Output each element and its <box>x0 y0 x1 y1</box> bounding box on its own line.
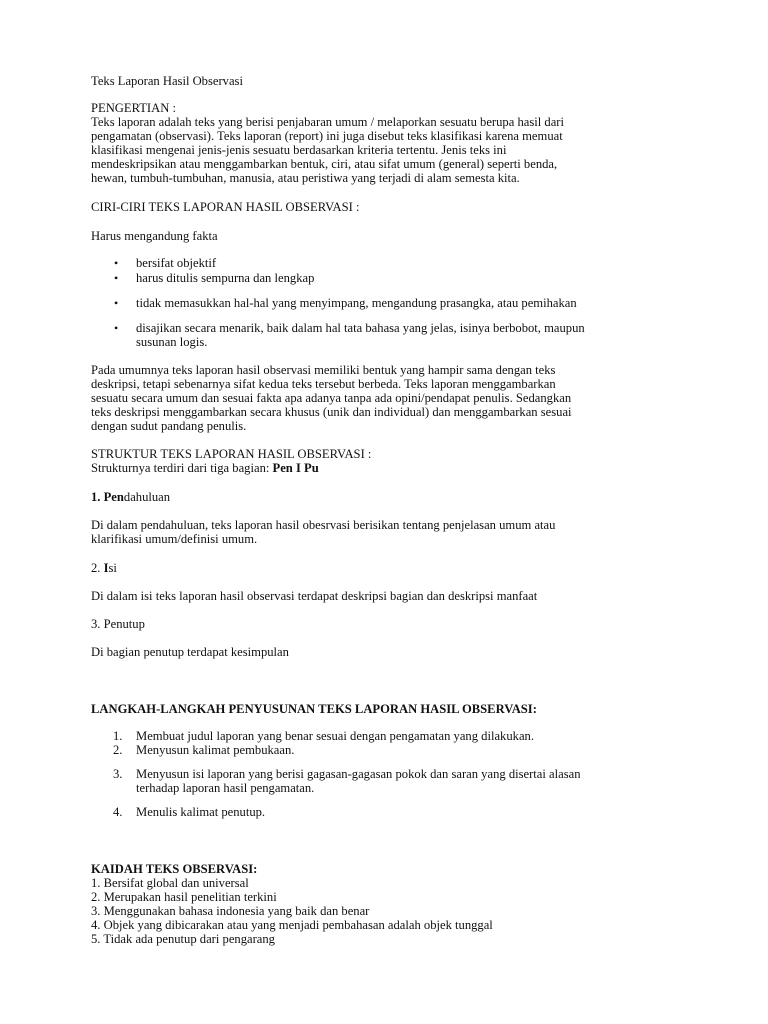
bullet-icon: • <box>114 321 119 335</box>
struktur-part2-bold: I <box>103 561 109 575</box>
struktur-heading-suffix: : <box>364 447 372 461</box>
struktur-part2-prefix: 2. <box>91 561 104 575</box>
langkah-heading: LANGKAH-LANGKAH PENYUSUNAN TEKS LAPORAN HASIL OBSERVASI: <box>91 702 537 716</box>
ciri-item: harus ditulis sempurna dan lengkap <box>136 271 315 285</box>
kaidah-item: 2. Merupakan hasil penelitian terkini <box>91 890 277 904</box>
ciri-paragraph-line: Pada umumnya teks laporan hasil observasi memiliki bentuk yang hampir sama dengan teks <box>91 363 556 377</box>
langkah-item: terhadap laporan hasil pengamatan. <box>136 781 315 795</box>
struktur-part2-rest: si <box>108 561 117 575</box>
struktur-intro-text: Strukturnya terdiri dari tiga bagian: <box>91 461 273 475</box>
pengertian-line: hewan, tumbuh-tumbuhan, manusia, atau peristiwa yang terjadi di alam semesta kita. <box>91 171 520 185</box>
ciri-item: bersifat objektif <box>136 256 217 270</box>
langkah-item: Menulis kalimat penutup. <box>136 805 266 819</box>
struktur-part1-heading <box>91 490 170 504</box>
struktur-heading <box>91 447 371 461</box>
document-title: Teks Laporan Hasil Observasi <box>91 74 243 88</box>
langkah-number: 4. <box>113 805 123 819</box>
langkah-item: Menyusun kalimat pembukaan. <box>136 743 295 757</box>
ciri-paragraph-line: sesuatu secara umum dan sesuai fakta apa adanya tanpa ada opini/pendapat penulis. Sedangkan <box>91 391 572 405</box>
struktur-heading-text: STRUKTUR TEKS LAPORAN HASIL OBSERVASI <box>91 447 365 461</box>
ciri-intro: Harus mengandung fakta <box>91 229 218 243</box>
pengertian-line: pengamatan (observasi). Teks laporan (report) ini juga disebut teks klasifikasi karena memuat <box>91 129 563 143</box>
pengertian-line: klasifikasi mengenai jenis-jenis sesuatu berdasarkan kriteria tertentu. Jenis teks ini <box>91 143 507 157</box>
bullet-icon: • <box>114 256 119 270</box>
struktur-part1-rest: dahuluan <box>123 490 171 504</box>
kaidah-item: 5. Tidak ada penutup dari pengarang <box>91 932 275 946</box>
struktur-part3-heading: 3. Penutup <box>91 617 145 631</box>
struktur-part1-prefix: 1. Pen <box>91 490 124 504</box>
pengertian-heading: PENGERTIAN : <box>91 101 176 115</box>
kaidah-item: 3. Menggunakan bahasa indonesia yang baik dan benar <box>91 904 370 918</box>
ciri-item: tidak memasukkan hal-hal yang menyimpang, mengandung prasangka, atau pemihakan <box>136 296 577 310</box>
bullet-icon: • <box>114 271 119 285</box>
struktur-part2-text: Di dalam isi teks laporan hasil observasi terdapat deskripsi bagian dan deskripsi manfaat <box>91 589 538 603</box>
struktur-part2-heading <box>91 561 117 575</box>
kaidah-item: 1. Bersifat global dan universal <box>91 876 249 890</box>
kaidah-heading: KAIDAH TEKS OBSERVASI: <box>91 862 258 876</box>
ciri-paragraph-line: teks deskripsi menggambarkan secara khusus (unik dan individual) dan menggambarkan sesuai <box>91 405 572 419</box>
ciri-item: disajikan secara menarik, baik dalam hal tata bahasa yang jelas, isinya berbobot, maupun <box>136 321 585 335</box>
langkah-number: 2. <box>113 743 123 757</box>
langkah-number: 1. <box>113 729 123 743</box>
langkah-number: 3. <box>113 767 123 781</box>
struktur-intro <box>91 461 319 475</box>
ciri-paragraph-line: deskripsi, tetapi sebenarnya sifat kedua teks tersebut berbeda. Teks laporan menggambarkan <box>91 377 556 391</box>
struktur-part1-line: klarifikasi umum/definisi umum. <box>91 532 258 546</box>
bullet-icon: • <box>114 296 119 310</box>
ciri-heading: CIRI-CIRI TEKS LAPORAN HASIL OBSERVASI : <box>91 200 360 214</box>
langkah-item: Menyusun isi laporan yang berisi gagasan-gagasan pokok dan saran yang disertai alasan <box>136 767 581 781</box>
ciri-item: susunan logis. <box>136 335 208 349</box>
langkah-item: Membuat judul laporan yang benar sesuai dengan pengamatan yang dilakukan. <box>136 729 534 743</box>
kaidah-item: 4. Objek yang dibicarakan atau yang menjadi pembahasan adalah objek tunggal <box>91 918 493 932</box>
struktur-intro-acronym: Pen I Pu <box>272 461 319 475</box>
struktur-part1-line: Di dalam pendahuluan, teks laporan hasil obesrvasi berisikan tentang penjelasan umum atau <box>91 518 556 532</box>
pengertian-line: Teks laporan adalah teks yang berisi penjabaran umum / melaporkan sesuatu berupa hasil dari <box>91 115 564 129</box>
struktur-part3-text: Di bagian penutup terdapat kesimpulan <box>91 645 289 659</box>
pengertian-line: mendeskripsikan atau menggambarkan bentuk, ciri, atau sifat umum (general) seperti benda, <box>91 157 558 171</box>
ciri-paragraph-line: dengan sudut pandang penulis. <box>91 419 247 433</box>
